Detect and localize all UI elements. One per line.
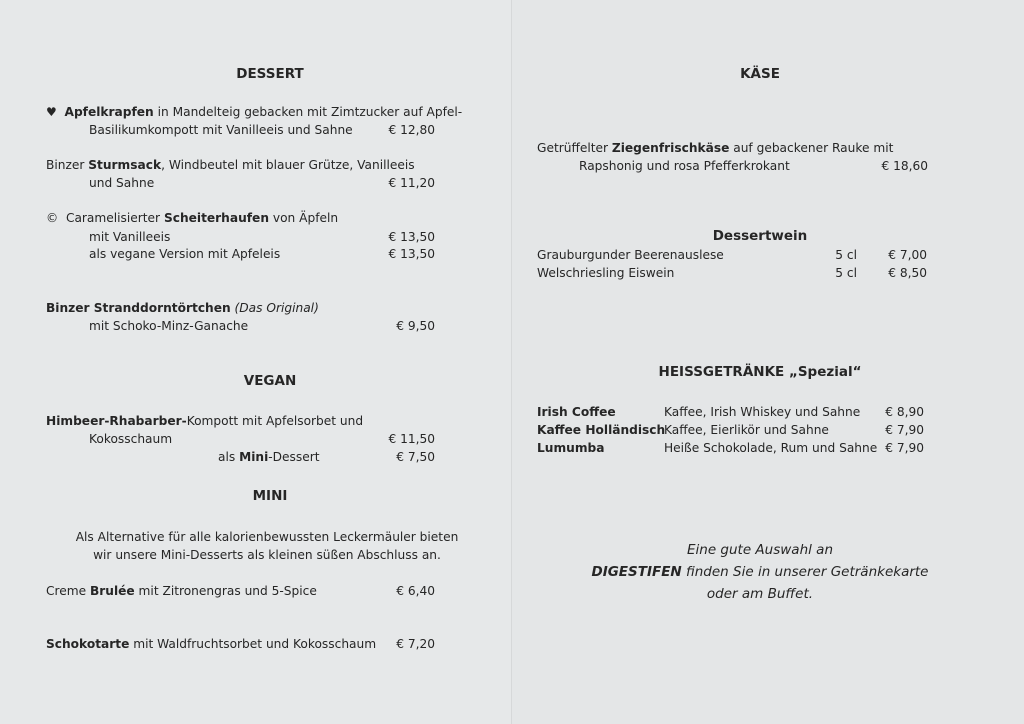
menu-item-stranddorn: Binzer Stranddorntörtchen (Das Original) xyxy=(46,301,319,315)
menu-item-price: € 13,50 xyxy=(388,230,435,244)
menu-item-scheiterhaufen: © Caramelisierter Scheiterhaufen von Äpfeln xyxy=(46,211,339,225)
mini-intro: wir unsere Mini-Desserts als kleinen süßen Abschluss an. xyxy=(93,548,441,562)
wine-qty: 5 cl xyxy=(835,266,857,280)
wine-name: Grauburgunder Beerenauslese xyxy=(537,248,724,262)
menu-item-brulee: Creme Brulée mit Zitronengras und 5-Spice xyxy=(46,584,317,598)
vegan-heading: VEGAN xyxy=(243,373,297,389)
menu-item-desc: mit Schoko-Minz-Ganache xyxy=(89,319,249,333)
dish-name: Himbeer-Rhabarber- xyxy=(46,414,187,428)
menu-item-desc: und Sahne xyxy=(89,176,155,190)
wine-qty: 5 cl xyxy=(835,248,857,262)
menu-item-himbeer: Himbeer-Rhabarber-Kompott mit Apfelsorbet und xyxy=(46,414,364,428)
dish-name: Sturmsack xyxy=(88,158,162,172)
dish-name: Ziegenfrischkäse xyxy=(611,141,730,155)
dish-name: Schokotarte xyxy=(46,637,130,651)
drink-price: € 7,90 xyxy=(885,423,924,437)
menu-item-price: € 12,80 xyxy=(388,123,435,137)
digestif-note-line3: oder am Buffet. xyxy=(706,586,814,602)
dish-name: Binzer Stranddorntörtchen xyxy=(46,301,231,315)
menu-item-price: € 11,50 xyxy=(388,432,435,446)
menu-item-ziegenkaese: Getrüffelter Ziegenfrischkäse auf gebackener Rauke mit xyxy=(537,141,894,155)
drink-price: € 7,90 xyxy=(885,441,924,455)
digestif-note-line1: Eine gute Auswahl an xyxy=(686,542,833,558)
heart-icon: ♥ xyxy=(46,105,57,119)
menu-item-desc: Basilikumkompott mit Vanilleeis und Sahne xyxy=(89,123,353,137)
right-page xyxy=(512,0,1024,724)
drink-price: € 8,90 xyxy=(885,405,924,419)
menu-item-price: € 7,20 xyxy=(396,637,435,651)
digestif-note-line2: DIGESTIFEN finden Sie in unserer Getränkekarte xyxy=(591,564,929,580)
dish-name: Scheiterhaufen xyxy=(163,211,269,225)
menu-item-price: € 13,50 xyxy=(388,247,435,261)
wine-price: € 7,00 xyxy=(888,248,927,262)
copyright-icon: © xyxy=(46,211,59,225)
dessert-heading: DESSERT xyxy=(236,66,304,82)
menu-item-desc: als vegane Version mit Apfeleis xyxy=(89,247,281,261)
menu-item-apfelkrapfen: ♥ Apfelkrapfen in Mandelteig gebacken mit Zimtzucker auf Apfel- xyxy=(46,105,463,119)
drink-name: Irish Coffee xyxy=(537,405,616,419)
wine-name: Welschriesling Eiswein xyxy=(537,266,675,280)
mini-heading: MINI xyxy=(252,488,288,504)
menu-item-price: € 6,40 xyxy=(396,584,435,598)
drink-name: Kaffee Holländisch xyxy=(537,423,666,437)
dish-name: Brulée xyxy=(90,584,135,598)
mini-intro: Als Alternative für alle kalorienbewussten Leckermäuler bieten xyxy=(75,530,459,544)
drink-desc: Kaffee, Eierlikör und Sahne xyxy=(664,423,829,437)
drink-desc: Heiße Schokolade, Rum und Sahne xyxy=(664,441,878,455)
kaese-heading: KÄSE xyxy=(740,66,780,82)
dessertwein-heading: Dessertwein xyxy=(712,228,808,244)
dish-name: Apfelkrapfen xyxy=(64,105,154,119)
menu-item-desc: Kokosschaum xyxy=(89,432,173,446)
menu-item-desc: Rapshonig und rosa Pfefferkrokant xyxy=(579,159,790,173)
drink-name: Lumumba xyxy=(537,441,605,455)
menu-item-price: € 11,20 xyxy=(388,176,435,190)
drink-desc: Kaffee, Irish Whiskey und Sahne xyxy=(664,405,861,419)
wine-price: € 8,50 xyxy=(888,266,927,280)
menu-item-price: € 18,60 xyxy=(881,159,928,173)
menu-item-schokotarte: Schokotarte mit Waldfruchtsorbet und Kokosschaum xyxy=(46,637,377,651)
heissgetraenke-heading: HEISSGETRÄNKE „Spezial“ xyxy=(658,364,862,380)
page-fold xyxy=(511,0,512,724)
menu-item-sturmsack: Binzer Sturmsack, Windbeutel mit blauer Grütze, Vanilleeis xyxy=(46,158,415,172)
menu-item-price: € 7,50 xyxy=(396,450,435,464)
menu-item-desc: mit Vanilleeis xyxy=(89,230,171,244)
menu-item-desc: als Mini-Dessert xyxy=(218,450,320,464)
menu-item-price: € 9,50 xyxy=(396,319,435,333)
